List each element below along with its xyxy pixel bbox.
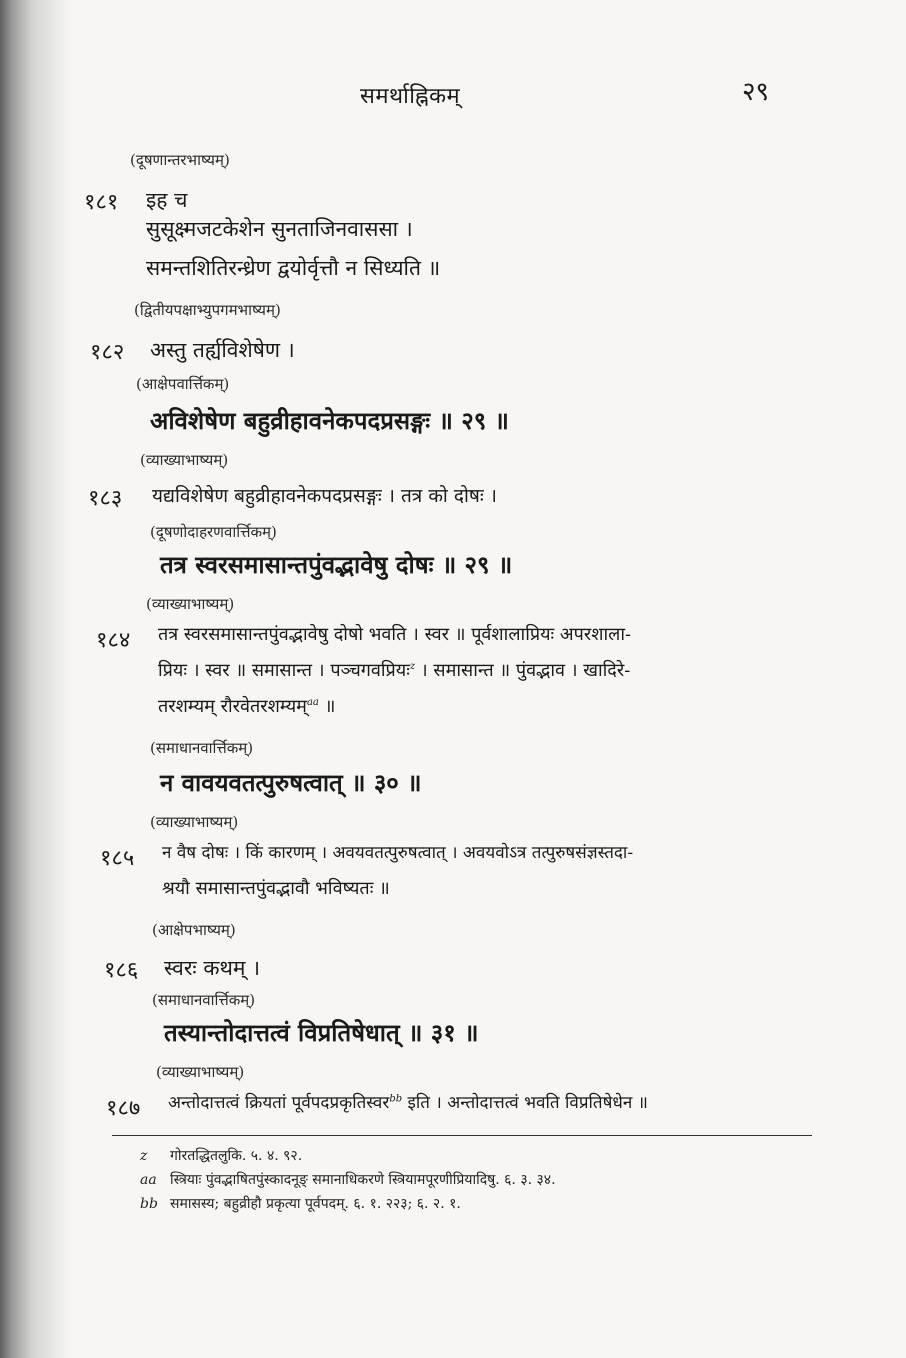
paragraph-number: १८६ (104, 958, 139, 983)
text-line: अन्तोदात्तत्वं क्रियतां पूर्वपदप्रकृतिस्वर$^{bb}$ इति । अन्तोदात्तत्वं भवति विप्रतिषेधेन ॥ (168, 1093, 648, 1113)
footnote-text: गोरतद्धितलुकि. ५. ४. ९२. (170, 1148, 303, 1164)
text-line: न वैष दोषः । किं कारणम् । अवयवतत्पुरुषत्वात् । अवयवोऽत्र तत्पुरुषसंज्ञस्तदा- (162, 843, 634, 863)
section-label: (व्याख्याभाष्यम्) (156, 1063, 245, 1081)
text-line: श्रयौ समासान्तपुंवद्भावौ भविष्यतः ॥ (162, 878, 390, 899)
footnote-ref: bb (389, 1093, 403, 1105)
text-line: अस्तु तर्ह्यविशेषेण । (150, 338, 295, 362)
footnote-mark: z (140, 1148, 148, 1164)
section-label: (दूषणान्तरभाष्यम्) (130, 151, 230, 169)
paragraph-number: १८२ (90, 340, 125, 365)
vartika-line: तत्र स्वरसमासान्तपुंवद्भावेषु दोषः ॥ २९ ॥ (160, 550, 513, 579)
footnote (140, 1170, 556, 1189)
page-title: समर्थाह्निकम् (360, 84, 461, 109)
paragraph-number: १८५ (100, 846, 135, 871)
text-line: यद्यविशेषेण बहुव्रीहावनेकपदप्रसङ्गः । तत्र को दोषः । (152, 485, 497, 507)
text-line: स्वरः कथम् । (164, 956, 261, 980)
section-label: (दूषणोदाहरणवार्त्तिकम्) (150, 523, 277, 541)
section-label: (व्याख्याभाष्यम्) (146, 595, 235, 613)
section-label: (समाधानवार्त्तिकम्) (152, 991, 256, 1009)
footnote (140, 1146, 302, 1165)
section-label: (समाधानवार्त्तिकम्) (150, 739, 254, 757)
footnote-ref: aa (306, 697, 319, 708)
section-label: (व्याख्याभाष्यम्) (140, 451, 229, 469)
verse-line: सुसूक्ष्मजटकेशेन सुनताजिनवाससा । (146, 217, 413, 241)
section-label: (आक्षेपवार्त्तिकम्) (136, 375, 230, 393)
footnote-text: समासस्य; बहुव्रीहौ प्रकृत्या पूर्वपदम्. ६. १. २२३; ६. २. १. (170, 1196, 461, 1212)
text-line: तरशम्यम् रौरवेतरशम्यम्$^{aa}$ ॥ (158, 696, 336, 717)
footnote-text: स्त्रियाः पुंवद्भाषितपुंस्कादनूङ् समानाधिकरणे स्त्रियामपूरणीप्रियादिषु. ६. ३. ३४. (170, 1172, 556, 1188)
section-label: (व्याख्याभाष्यम्) (150, 813, 239, 831)
vartika-line: तस्यान्तोदात्तत्वं विप्रतिषेधात् ॥ ३१ ॥ (164, 1018, 479, 1047)
section-label: (आक्षेपभाष्यम्) (152, 921, 236, 939)
text-line: तत्र स्वरसमासान्तपुंवद्भावेषु दोषो भवति । स्वर ॥ पूर्वशालाप्रियः अपरशाला- (158, 624, 632, 645)
paragraph-number: १८४ (96, 628, 131, 653)
verse-line: समन्तशितिरन्ध्रेण द्वयोर्वृत्तौ न सिध्यति ॥ (146, 256, 441, 280)
paragraph-number: १८१ (84, 190, 119, 215)
footnote (140, 1194, 461, 1213)
footnote-divider (112, 1135, 812, 1136)
paragraph-number: १८७ (106, 1096, 141, 1121)
section-label: (द्वितीयपक्षाभ्युपगमभाष्यम्) (134, 301, 281, 319)
footnote-mark: bb (140, 1196, 158, 1212)
paragraph-number: १८३ (88, 486, 123, 511)
text-line: इह च (146, 188, 188, 212)
footnote-mark: aa (140, 1172, 157, 1188)
vartika-line: न वावयवतत्पुरुषत्वात् ॥ ३० ॥ (160, 768, 422, 797)
scanned-page-edge (0, 0, 70, 1358)
footnote-ref: z (409, 661, 416, 672)
vartika-line: अविशेषेण बहुव्रीहावनेकपदप्रसङ्गः ॥ २९ ॥ (150, 406, 509, 435)
page-number: २९ (742, 77, 770, 107)
text-line: प्रियः । स्वर ॥ समासान्त । पञ्चगवप्रियः$^z$ । समासान्त ॥ पुंवद्भाव । खादिरे- (158, 660, 631, 681)
